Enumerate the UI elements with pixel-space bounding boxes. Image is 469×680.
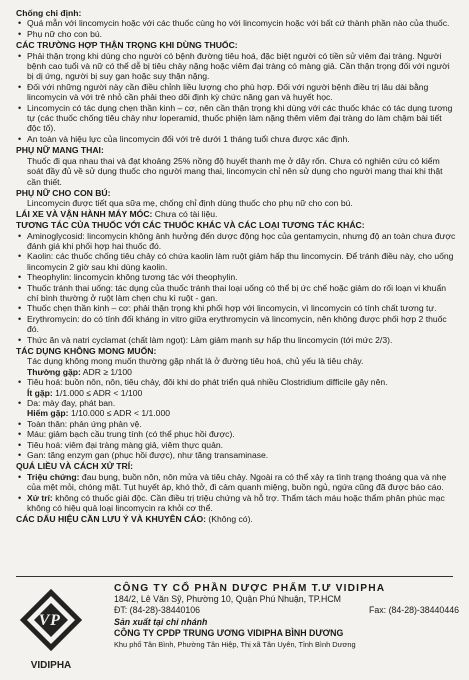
warnings-heading: CÁC DẤU HIỆU CẦN LƯU Ý VÀ KHUYÊN CÁO: [16,513,206,524]
overdose-item [16,472,456,493]
lactation-heading: PHỤ NỮ CHO CON BÚ: [16,187,111,198]
driving-section [16,209,456,219]
company-name: CÔNG TY CỔ PHẦN DƯỢC PHẨM T.Ư VIDIPHA [114,583,386,594]
adverse-rare-item: • Máu: giảm bạch cầu trung tính (có thể phục hồi được). [16,429,456,439]
precautions-heading: CÁC TRƯỜNG HỢP THẬN TRỌNG KHI DÙNG THUỐC: [16,40,238,51]
company-address: 184/2, Lê Văn Sỹ, Phường 10, Quận Phú Nhuận, TP.HCM [114,594,341,605]
adverse-uncommon-range: 1/1.000 ≤ ADR < 1/100 [55,387,143,398]
made-at-label: Sản xuất tại chi nhánh [114,616,208,627]
lactation-text: Lincomycin được tiết qua sữa mẹ, chống chỉ định dùng thuốc cho phụ nữ cho con bú. [27,198,353,209]
svg-text:V: V [38,612,50,629]
contraindication-item: • Phụ nữ cho con bú. [16,29,456,39]
contraindication-item: • Quá mẫn với lincomycin hoặc với các thuốc cùng họ với lincomycin hoặc với bất cứ thành phần nào của thuốc. [16,18,456,28]
company-contact [114,605,459,616]
footer-divider [16,576,453,577]
interaction-item: • Thuốc chẹn thần kinh – cơ: phải thận trọng khi phối hợp với lincomycin, vì lincomycin có tính chất tương tự. [16,303,456,313]
branch-address: Khu phố Tân Bình, Phường Tân Hiệp, Thị xã Tân Uyên, Tỉnh Bình Dương [114,640,356,650]
interaction-item: • Erythromycin: do có tính đối kháng in vitro giữa erythromycin và lincomycin, nên không được phối hợp 2 thuốc đó. [16,314,456,335]
adverse-uncommon-label: Ít gặp: [27,387,53,398]
interaction-item: • Aminoglycosid: lincomycin không ảnh hưởng đến dược động học của gentamycin, nhưng độ an toàn chưa được đánh giá khi phối hợp hai thuốc đó. [16,231,456,252]
adverse-rare-row [16,408,456,418]
vidipha-logo-icon [16,584,86,674]
logo-wordmark: VIDIPHA [30,660,72,671]
company-fax: Fax: (84-28)-38440446 [369,605,459,616]
warnings-text: (Không có). [208,513,253,524]
interaction-item: • Kaolin: các thuốc chống tiêu chảy có chứa kaolin làm ruột giảm hấp thu lincomycin. Để tránh điều này, cho uống lincomycin 2 giờ sau khi dùng kaolin. [16,251,456,272]
interaction-item: • Thức ăn và natri cyclamat (chất làm ngọt): Làm giảm mạnh sự hấp thu lincomycin (tới mức 2/3). [16,335,456,345]
overdose-item-label: Triệu chứng: [27,471,80,482]
adverse-rare-item: • Gan: tăng enzym gan (phục hồi được), như tăng transaminase. [16,450,456,460]
overdose-item [16,493,456,514]
manufacturer-footer [16,578,459,676]
adverse-uncommon-item: • Da: mày đay, phát ban. [16,398,456,408]
svg-text:P: P [50,612,60,629]
driving-heading: LÁI XE VÀ VẬN HÀNH MÁY MÓC: [16,208,153,219]
precaution-item: • Đối với những người này cần điều chỉnh liều lượng cho phù hợp. Đối với người bệnh điều trị lâu dài bằng lincomycin và với trẻ nhỏ cần phải theo dõi định kỳ chức năng gan và huyết học. [16,82,456,103]
adverse-intro: Tác dụng không mong muốn thường gặp nhất là ở đường tiêu hoá, chủ yếu là tiêu chảy. [27,356,364,367]
interaction-item: • Theophylin: lincomycin không tương tác với theophylin. [16,272,456,282]
warnings-section [16,514,456,524]
company-phone: ĐT: (84-28)-38440106 [114,605,201,616]
adverse-common-item: • Tiêu hoá: buồn nôn, nôn, tiêu chảy, đôi khi do phát triển quá nhiều Clostridium difficile gây nên. [16,377,456,387]
adverse-rare-item: • Toàn thân: phản ứng phản vệ. [16,419,456,429]
pregnancy-text: Thuốc đi qua nhau thai và đạt khoảng 25% nồng độ huyết thanh mẹ ở dây rốn. Chưa có nghiên cứu có kiểm soát đầy đủ về sử dụng thuốc cho người mang thai, lincomycin chỉ nên sử dụng cho người mang thai khi thật cần thiết. [27,155,443,187]
interactions-heading: TƯƠNG TÁC CỦA THUỐC VỚI CÁC THUỐC KHÁC VÀ CÁC LOẠI TƯƠNG TÁC KHÁC: [16,220,365,231]
overdose-item-text: không có thuốc giải độc. Cần điều trị triệu chứng và hỗ trợ. Thẩm tách máu hoặc thẩm phân phúc mạc không có hiệu quả loại lincomycin ra khỏi cơ thể. [27,492,445,514]
adverse-common-range: ADR ≥ 1/100 [82,366,132,377]
company-info [114,583,459,650]
driving-text: Chưa có tài liệu. [154,208,218,219]
vidipha-logo [16,584,86,674]
adverse-rare-range: 1/10.000 ≤ ADR < 1/1.000 [70,408,171,419]
branch-name: CÔNG TY CPDP TRUNG ƯƠNG VIDIPHA BÌNH DƯƠNG [114,627,344,638]
contraindications-heading: Chống chỉ định: [16,8,82,18]
adverse-common-label: Thường gặp: [27,366,81,377]
overdose-heading: QUÁ LIỀU VÀ CÁCH XỬ TRÍ: [16,461,133,472]
adverse-heading: TÁC DỤNG KHÔNG MONG MUỐN: [16,346,157,356]
overdose-item-label: Xử trí: [27,492,53,503]
adverse-rare-item: • Tiêu hoá: viêm đại tràng màng giả, viêm thực quản. [16,440,456,450]
adverse-rare-label: Hiếm gặp: [27,408,69,419]
interaction-item: • Thuốc tránh thai uống: tác dụng của thuốc tránh thai loại uống có thể bị ức chế hoặc giảm do rối loạn vi khuẩn chí bình thường ở ruột làm chẹn chu kì ruột - gan. [16,283,456,304]
leaflet-body [16,7,456,524]
precaution-item: • An toàn và hiệu lực của lincomycin đối với trẻ dưới 1 tháng tuổi chưa được xác định. [16,134,456,144]
pregnancy-heading: PHỤ NỮ MANG THAI: [16,145,104,156]
precaution-item: • Lincomycin có tác dụng chẹn thần kinh – cơ, nên cần thận trọng khi dùng với các thuốc khác có tác dụng tương tự (các thuốc chống tiêu chảy như loperamid, thuốc phiện làm nặng thêm viêm đại tràng do làm chậm bài tiết độc tố). [16,103,456,134]
overdose-item-text: đau bụng, buồn nôn, nôn mửa và tiêu chảy. Ngoài ra có thể xảy ra tình trạng thoáng qua và nhẹ của mệt mỏi, chóng mặt. Tụt huyết áp, khó thở, đi cảm quanh miệng, buồn ngủ, ngứa cũng đã được báo cáo. [27,471,447,493]
adverse-uncommon-row [16,388,456,398]
precaution-item: • Phải thận trọng khi dùng cho người có bệnh đường tiêu hoá, đặc biệt người có tiền sử viêm đại tràng. Người bệnh cao tuổi và nữ có thể dễ bị tiêu chảy nặng hoặc viêm đại tràng có màng giả. Cần thận trọng đối với người bị dị ứng, người bị suy gan hoặc suy thận nặng. [16,51,456,82]
adverse-common-row [16,367,456,377]
